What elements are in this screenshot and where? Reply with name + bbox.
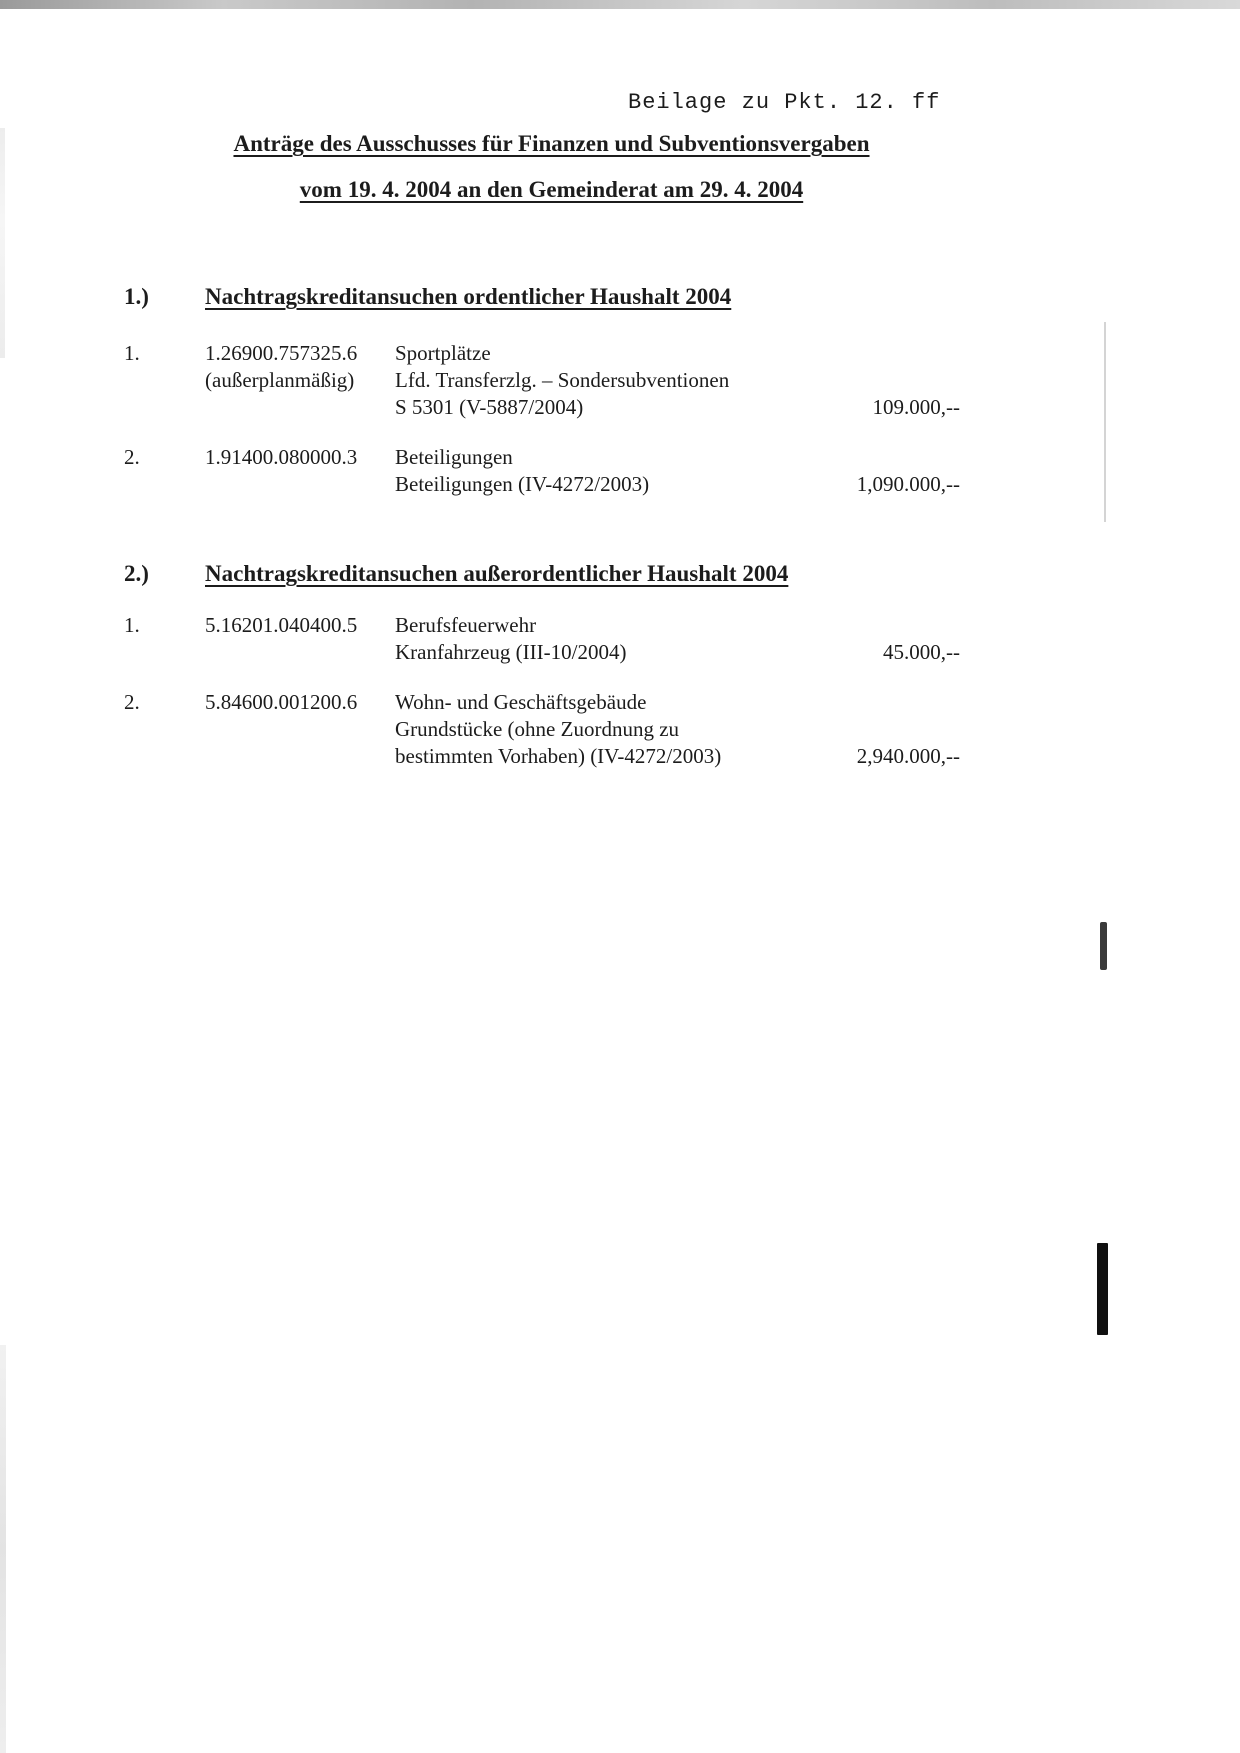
item-description-line: Beteiligungen (IV-4272/2003)	[395, 472, 650, 496]
item-description-line: Kranfahrzeug (III-10/2004)	[395, 640, 627, 664]
annotation-beilage: Beilage zu Pkt. 12. ff	[628, 90, 941, 115]
scan-artifact-left-strip-bottom	[0, 1345, 6, 1753]
document-title-line2	[0, 176, 1103, 203]
item-description-line: Lfd. Transferzlg. – Sondersubventionen	[395, 368, 730, 392]
section-heading-row	[124, 283, 960, 310]
item-description-line: bestimmten Vorhaben) (IV-4272/2003)	[395, 744, 722, 768]
item-number: 2.	[124, 445, 140, 469]
budget-item	[124, 612, 960, 666]
budget-item	[124, 689, 960, 770]
item-number: 1.	[124, 613, 140, 637]
item-account-code-line: 1.91400.080000.3	[205, 445, 358, 469]
item-number: 2.	[124, 690, 140, 714]
item-amount: 2,940.000,--	[856, 744, 960, 768]
section-number: 1.)	[124, 284, 149, 309]
item-description	[395, 612, 883, 666]
section-heading: Nachtragskreditansuchen ordentlicher Haushalt 2004	[205, 284, 732, 309]
section-heading-row	[124, 560, 960, 587]
item-description	[395, 689, 857, 770]
section-number: 2.)	[124, 561, 149, 586]
item-description-line: Beteiligungen	[395, 445, 513, 469]
item-number: 1.	[124, 341, 140, 365]
budget-item	[124, 340, 960, 421]
item-description	[395, 444, 857, 498]
item-amount: 109.000,--	[872, 395, 960, 419]
item-account-code	[205, 689, 395, 770]
document-title-line2-text: vom 19. 4. 2004 an den Gemeinderat am 29. 4. 2004	[299, 177, 804, 202]
item-account-code-line: (außerplanmäßig)	[205, 368, 355, 392]
scan-artifact-right-mark-small	[1100, 922, 1107, 970]
item-account-code-line: 5.16201.040400.5	[205, 613, 358, 637]
item-account-code	[205, 612, 395, 666]
item-account-code	[205, 340, 395, 421]
document-body	[124, 283, 960, 770]
item-amount: 1,090.000,--	[856, 472, 960, 496]
section-heading: Nachtragskreditansuchen außerordentlicher Haushalt 2004	[205, 561, 789, 586]
item-description	[395, 340, 873, 421]
item-description-line: Sportplätze	[395, 341, 491, 365]
scan-artifact-right-mark-large	[1097, 1243, 1108, 1335]
item-description-line: S 5301 (V-5887/2004)	[395, 395, 584, 419]
document-title-line1-text: Anträge des Ausschusses für Finanzen und Subventionsvergaben	[233, 131, 870, 156]
section-ordentlicher-haushalt	[124, 283, 960, 498]
item-description-line: Grundstücke (ohne Zuordnung zu	[395, 717, 680, 741]
budget-item	[124, 444, 960, 498]
item-description-line: Wohn- und Geschäftsgebäude	[395, 690, 647, 714]
item-account-code-line: 5.84600.001200.6	[205, 690, 358, 714]
scan-artifact-top-bar	[0, 0, 1240, 9]
item-account-code-line: 1.26900.757325.6	[205, 341, 358, 365]
item-amount: 45.000,--	[883, 640, 960, 664]
document-title-line1	[0, 130, 1103, 157]
item-description-line: Berufsfeuerwehr	[395, 613, 537, 637]
item-account-code	[205, 444, 395, 498]
document-title	[0, 130, 1103, 203]
scan-artifact-right-faint-line	[1104, 322, 1106, 522]
section-ausserordentlicher-haushalt	[124, 560, 960, 770]
